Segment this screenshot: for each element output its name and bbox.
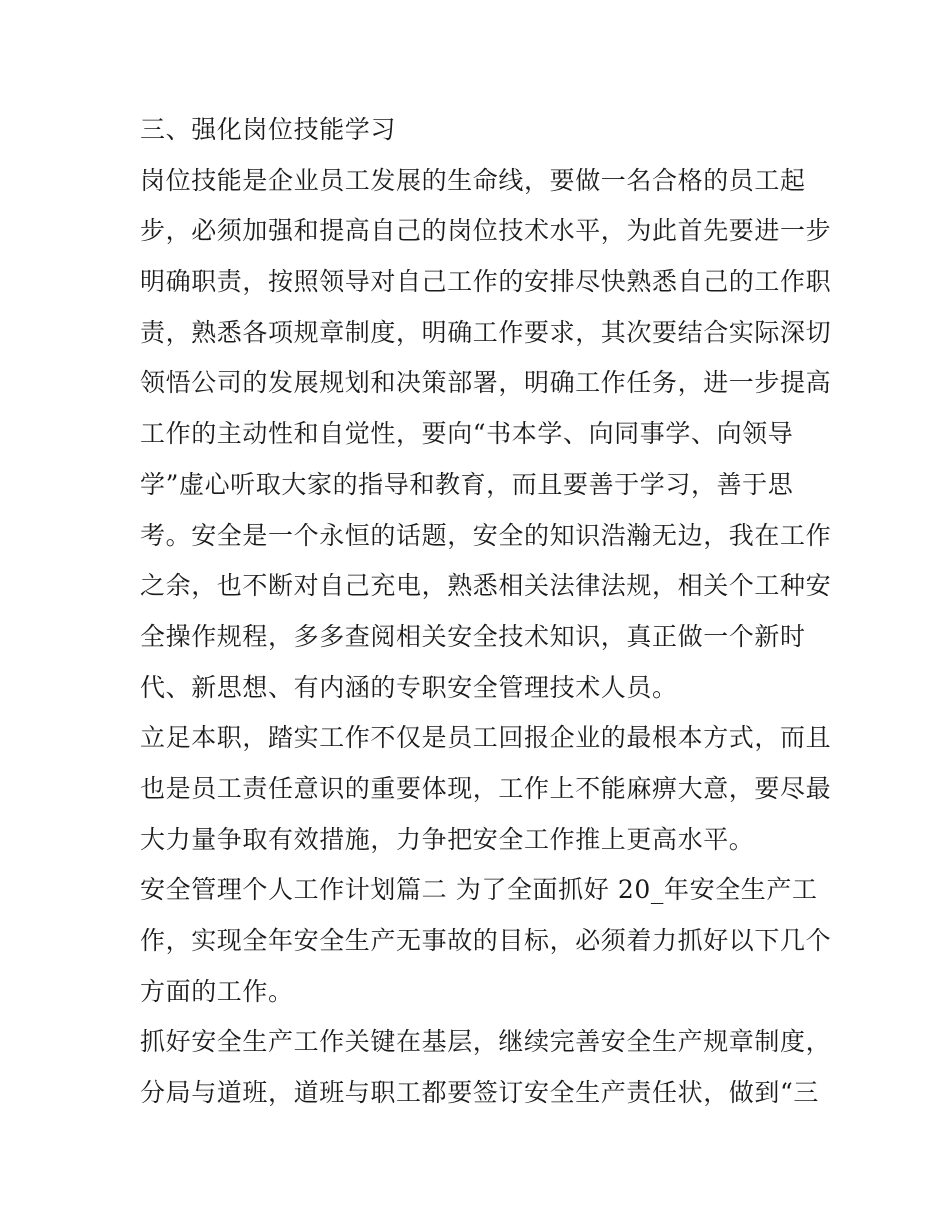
paragraph-line: 之余，也不断对自己充电，熟悉相关法律法规，相关个工种安 [140, 571, 832, 601]
paragraph-line: 作，实现全年安全生产无事故的目标，必须着力抓好以下几个 [140, 926, 832, 955]
paragraph-line: 学”虚心听取大家的指导和教育，而且要善于学习，善于思 [140, 469, 794, 499]
paragraph-line: 也是员工责任意识的重要体现，工作上不能麻痹大意，要尽最 [140, 773, 832, 803]
document-body [140, 105, 832, 1119]
paragraph-line: 责，熟悉各项规章制度，明确工作要求，其次要结合实际深切 [140, 317, 832, 347]
paragraph-line: 考。安全是一个永恒的话题，安全的知识浩瀚无边，我在工作 [140, 520, 832, 550]
paragraph-line: 代、新思想、有内涵的专职安全管理技术人员。 [140, 672, 678, 702]
paragraph-line: 全操作规程，多多查阅相关安全技术知识，真正做一个新时 [140, 621, 806, 651]
paragraph-line: 分局与道班，道班与职工都要签订安全生产责任状，做到“三 [140, 1078, 819, 1108]
paragraph-line: 明确职责，按照领导对自己工作的安排尽快熟悉自己的工作职 [140, 267, 832, 297]
paragraph-line: 岗位技能是企业员工发展的生命线，要做一名合格的员工起 [140, 165, 806, 195]
paragraph-line: 抓好安全生产工作关键在基层，继续完善安全生产规章制度， [140, 1027, 832, 1057]
paragraph-line: 工作的主动性和自觉性，要向“书本学、向同事学、向领导 [140, 419, 794, 449]
paragraph-line: 步，必须加强和提高自己的岗位技术水平，为此首先要进一步 [140, 216, 832, 246]
paragraph-line: 大力量争取有效措施，力争把安全工作推上更高水平。 [140, 824, 755, 854]
paragraph-line: 方面的工作。 [140, 976, 294, 1006]
paragraph-line: 安全管理个人工作计划篇二 为了全面抓好 20_年安全生产工 [140, 875, 818, 905]
paragraph-line: 领悟公司的发展规划和决策部署，明确工作任务，进一步提高 [140, 368, 832, 398]
section-heading: 三、强化岗位技能学习 [140, 115, 397, 144]
paragraph-line: 立足本职，踏实工作不仅是员工回报企业的最根本方式，而且 [140, 723, 832, 753]
